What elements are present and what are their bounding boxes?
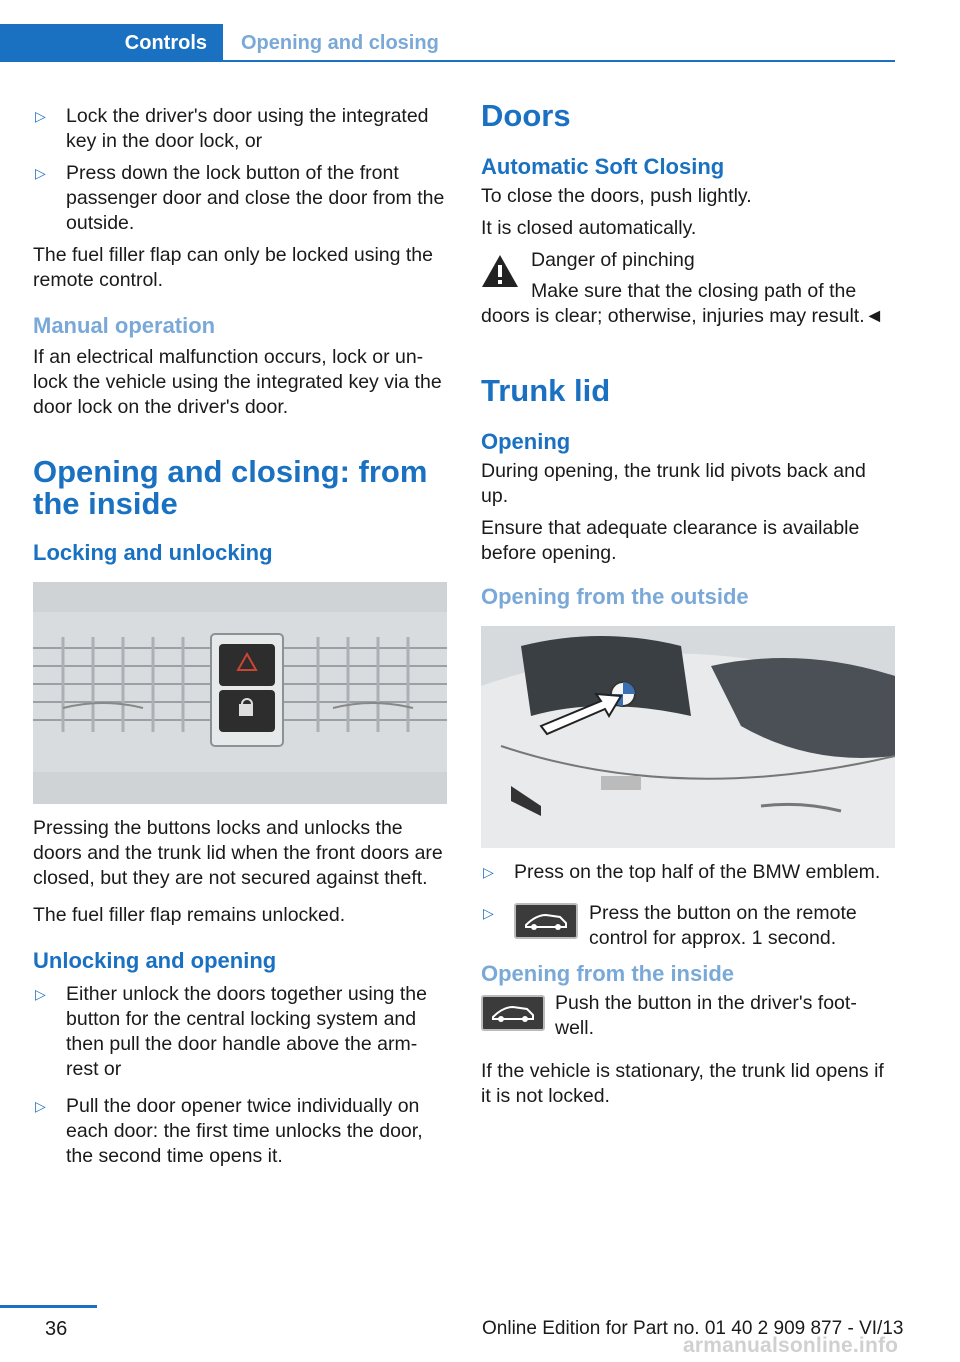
bullet-triangle-icon: ▷ (35, 1098, 46, 1114)
unlock-method-list (33, 982, 447, 1169)
left-column (33, 104, 447, 1176)
header-rule (223, 60, 895, 62)
list-item: ▷ Lock the driver's door using the integrated key in the door lock, or (35, 105, 429, 152)
footer-rule (0, 1305, 97, 1308)
warning-box (481, 248, 895, 329)
paragraph-stationary: If the vehicle is stationary, the trunk lid opens if it is not locked. (481, 1060, 884, 1107)
bullet-triangle-icon: ▷ (35, 108, 46, 124)
trunk-emblem-illustration (481, 626, 895, 848)
bullet-triangle-icon: ▷ (35, 986, 46, 1002)
lock-button-illustration (33, 582, 447, 804)
heading-opening-inside: Opening and closing: from the inside (33, 454, 428, 521)
remote-trunk-button-icon (514, 903, 578, 939)
heading-trunk-lid: Trunk lid (481, 373, 611, 408)
paragraph-fuel-locked: The fuel filler flap can only be locked using the remote control. (33, 244, 433, 291)
page-header (0, 0, 960, 64)
list-item: ▷ Press down the lock button of the front passenger door and close the door from the outside. (35, 162, 445, 234)
heading-soft-closing: Automatic Soft Closing (481, 154, 725, 179)
list-item: ▷ Either unlock the doors together using the button for the central locking system and then pull the door handle above the arm‐rest or (35, 983, 427, 1080)
heading-unlocking-opening: Unlocking and opening (33, 948, 277, 973)
list-item: ▷ Press the button on the remote control for approx. 1 second. (483, 902, 857, 949)
heading-manual-operation: Manual operation (33, 313, 216, 338)
bullet-triangle-icon: ▷ (35, 165, 46, 181)
paragraph-closed-automatically: It is closed automatically. (481, 217, 697, 239)
right-column (481, 100, 895, 1116)
paragraph-pressing-buttons: Pressing the buttons locks and unlocks the doors and the trunk lid when the front doors are closed, but they are not secured against theft. (33, 817, 443, 889)
paragraph-trunk-pivots: During opening, the trunk lid pivots back and up. (481, 460, 866, 507)
watermark: armanualsonline.info (683, 1334, 899, 1357)
bullet-triangle-icon: ▷ (483, 905, 494, 921)
section-tab-controls[interactable]: Controls (0, 24, 223, 62)
paragraph-clearance: Ensure that adequate clearance is available before opening. (481, 517, 860, 564)
list-item: ▷ Press on the top half of the BMW emblem. (483, 861, 881, 883)
trunk-open-list (481, 860, 895, 951)
warning-triangle-icon (481, 254, 519, 288)
warning-title: Danger of pinching (531, 249, 695, 271)
bullet-triangle-icon: ▷ (483, 864, 494, 880)
heading-opening-outside: Opening from the outside (481, 584, 749, 609)
heading-opening: Opening (481, 429, 571, 454)
footwell-instruction (481, 991, 895, 1047)
heading-opening-inside-trunk: Opening from the inside (481, 961, 735, 986)
paragraph-footwell: Push the button in the driver's foot‐well. (555, 992, 857, 1039)
heading-doors: Doors (481, 98, 571, 133)
trunk-footwell-button-icon (481, 995, 545, 1031)
section-tab-opening-closing[interactable]: Opening and closing (241, 31, 439, 54)
heading-locking-unlocking: Locking and unlocking (33, 540, 273, 565)
list-item: ▷ Pull the door opener twice individually on each door: the first time unlocks the door, the second time opens it. (35, 1095, 423, 1167)
warning-text: Make sure that the closing path of the doors is clear; otherwise, injuries may result.◄ (481, 280, 884, 327)
paragraph-fuel-unlocked: The fuel filler flap remains unlocked. (33, 904, 346, 926)
page-number: 36 (45, 1318, 68, 1340)
paragraph-push-lightly: To close the doors, push lightly. (481, 185, 752, 207)
edition-text: Online Edition for Part no. 01 40 2 909 877 - VI/13 (482, 1318, 904, 1339)
paragraph-manual-operation: If an electrical malfunction occurs, lock or un‐lock the vehicle using the integrated key via the door lock on the driver's door. (33, 346, 442, 418)
lock-method-list (33, 104, 447, 236)
